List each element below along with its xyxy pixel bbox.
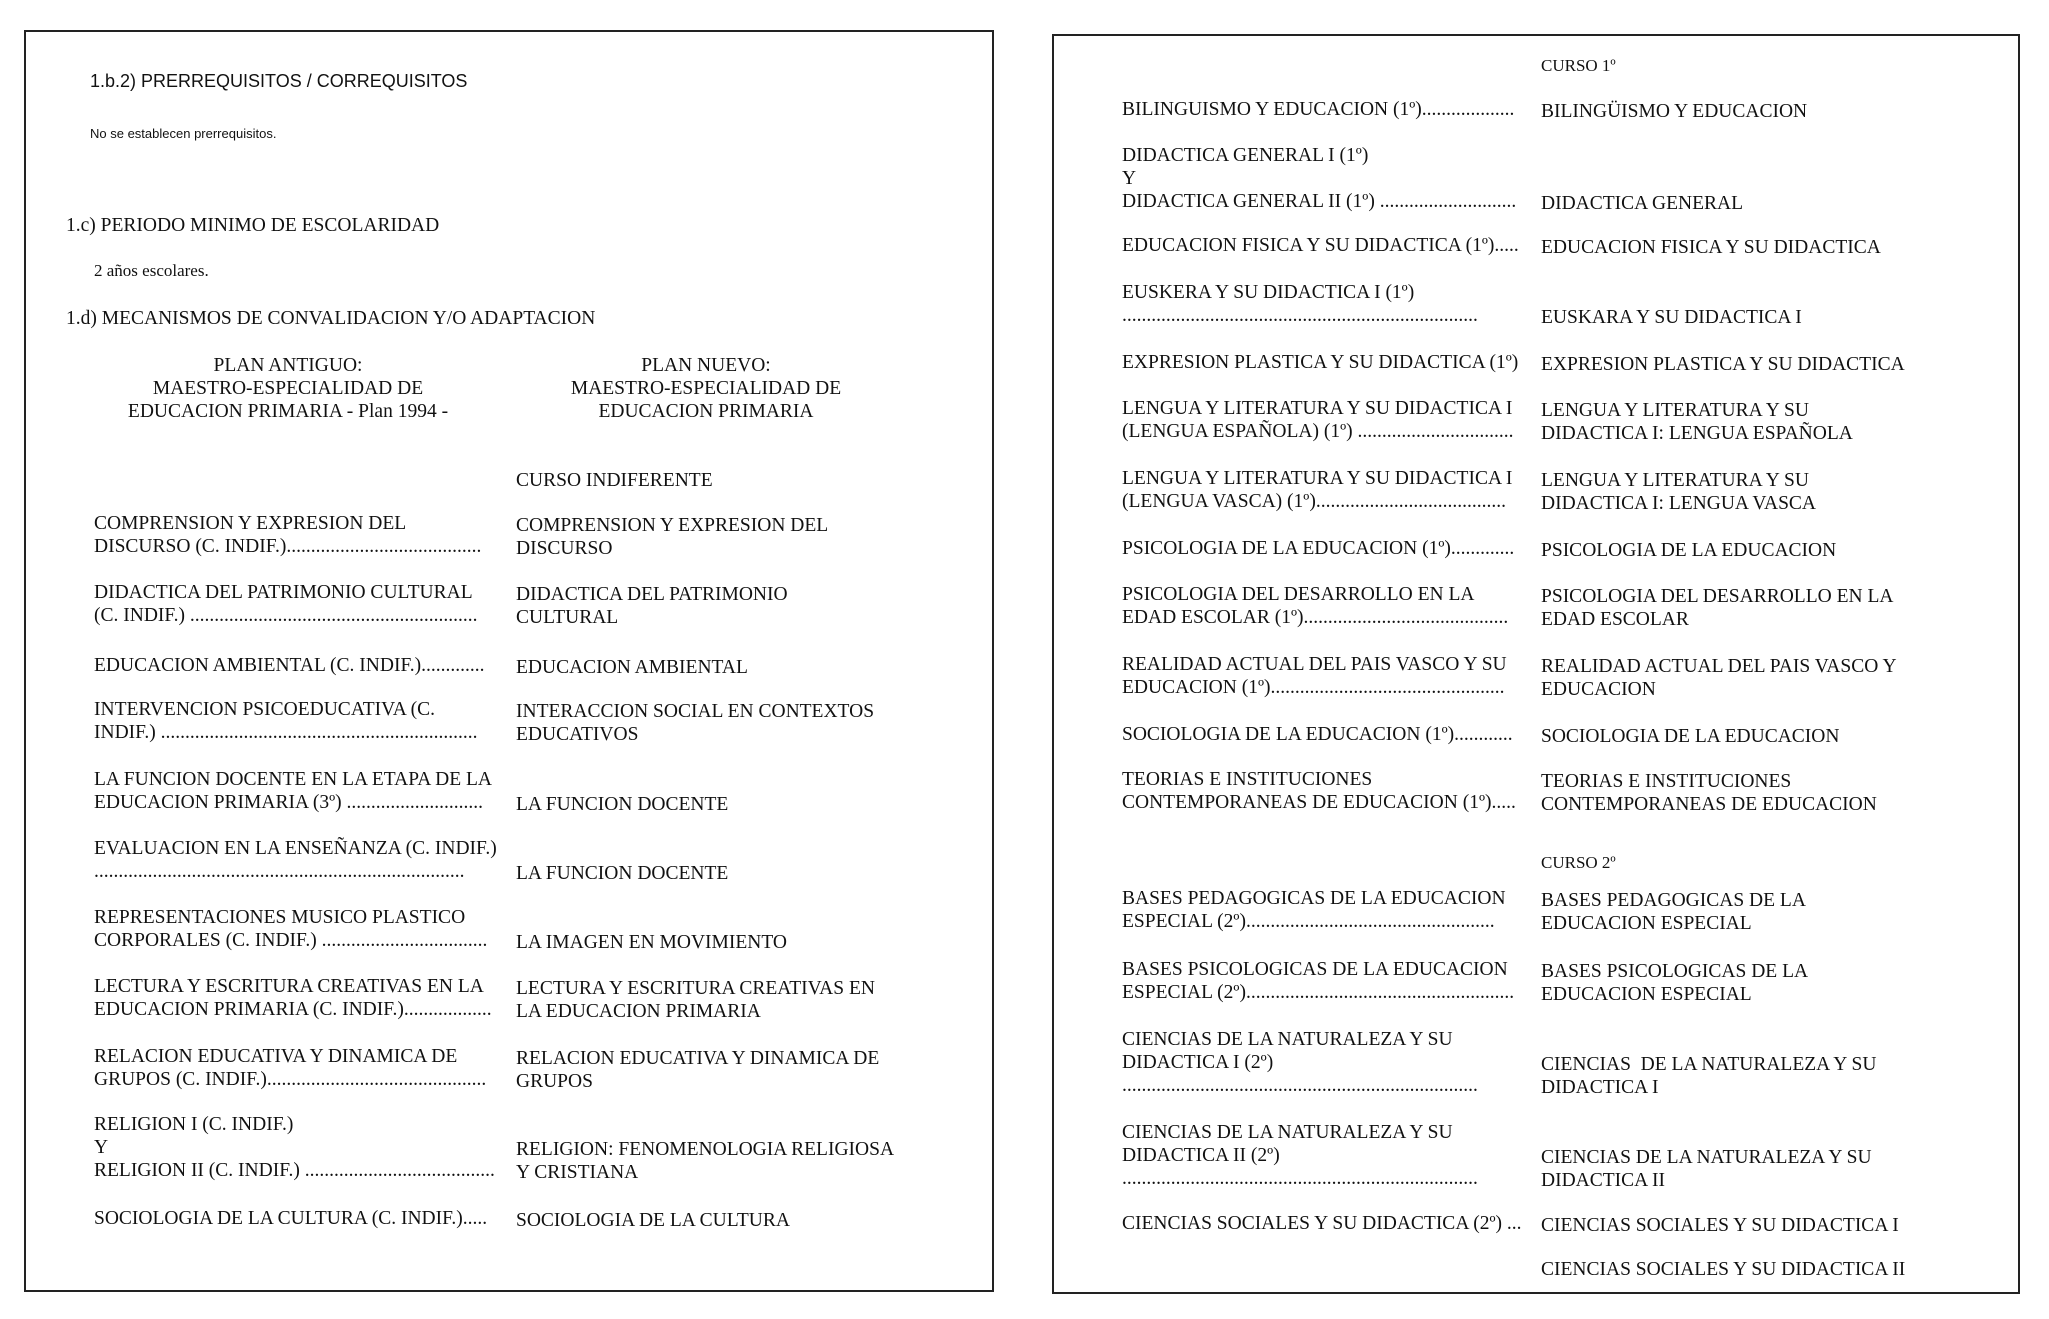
table-old-cell: CIENCIAS DE LA NATURALEZA Y SU DIDACTICA I (2º) ......................................................................... [1122,1029,1478,1096]
table-new-cell: DIDACTICA DEL PATRIMONIO CULTURAL [516,584,788,628]
table-old-cell: TEORIAS E INSTITUCIONES CONTEMPORANEAS DE EDUCACION (1º)..... [1122,769,1516,813]
table-new-cell: LA IMAGEN EN MOVIMIENTO [516,932,787,953]
table-old-cell: BASES PSICOLOGICAS DE LA EDUCACION ESPECIAL (2º)....................................................... [1122,959,1515,1003]
plan-antiguo-header: PLAN ANTIGUO: MAESTRO-ESPECIALIDAD DE EDUCACION PRIMARIA - Plan 1994 - [127,355,449,422]
table-old-cell: RELIGION I (C. INDIF.) Y RELIGION II (C. INDIF.) ....................................... [94,1114,495,1181]
table-new-cell: LA FUNCION DOCENTE [516,794,729,815]
table-old-cell: LA FUNCION DOCENTE EN LA ETAPA DE LA EDUCACION PRIMARIA (3º) ............................ [94,769,493,813]
table-new-cell: CIENCIAS SOCIALES Y SU DIDACTICA II [1541,1259,1906,1280]
table-new-cell: CIENCIAS DE LA NATURALEZA Y SU DIDACTICA II [1541,1147,1872,1191]
table-new-cell: CIENCIAS SOCIALES Y SU DIDACTICA I [1541,1215,1899,1236]
prereq-heading: 1.b.2) PRERREQUISITOS / CORREQUISITOS [90,71,468,91]
table-new-cell: BILINGÜISMO Y EDUCACION [1541,101,1808,122]
table-new-cell: SOCIOLOGIA DE LA EDUCACION [1541,726,1840,747]
table-new-cell: RELACION EDUCATIVA Y DINAMICA DE GRUPOS [516,1048,880,1092]
table-new-cell: EDUCACION FISICA Y SU DIDACTICA [1541,237,1881,258]
curso-indiferente-label: CURSO INDIFERENTE [516,470,713,491]
table-old-cell: COMPRENSION Y EXPRESION DEL DISCURSO (C. INDIF.)........................................ [94,513,482,557]
periodo-heading: 1.c) PERIODO MINIMO DE ESCOLARIDAD [66,215,440,236]
table-old-cell: SOCIOLOGIA DE LA EDUCACION (1º)............ [1122,724,1513,745]
table-old-cell: RELACION EDUCATIVA Y DINAMICA DE GRUPOS (C. INDIF.)............................................. [94,1046,487,1090]
table-new-cell: LECTURA Y ESCRITURA CREATIVAS EN LA EDUCACION PRIMARIA [516,978,875,1022]
table-old-cell: DIDACTICA DEL PATRIMONIO CULTURAL (C. INDIF.) ........................................................... [94,582,478,626]
table-new-cell: CIENCIAS DE LA NATURALEZA Y SU DIDACTICA I [1541,1054,1877,1098]
table-old-cell: REALIDAD ACTUAL DEL PAIS VASCO Y SU EDUCACION (1º)................................................ [1122,654,1507,698]
table-old-cell: REPRESENTACIONES MUSICO PLASTICO CORPORALES (C. INDIF.) .................................. [94,907,488,951]
table-new-cell: TEORIAS E INSTITUCIONES CONTEMPORANEAS DE EDUCACION [1541,771,1877,815]
curso1-label: CURSO 1º [1541,56,1616,75]
plan-nuevo-header: PLAN NUEVO: MAESTRO-ESPECIALIDAD DE EDUCACION PRIMARIA [570,355,842,422]
table-new-cell: EDUCACION AMBIENTAL [516,657,748,678]
periodo-text: 2 años escolares. [94,261,209,280]
table-new-cell: REALIDAD ACTUAL DEL PAIS VASCO Y EDUCACION [1541,656,1897,700]
table-old-cell: EUSKERA Y SU DIDACTICA I (1º) ......................................................................... [1122,282,1478,326]
table-old-cell: EDUCACION FISICA Y SU DIDACTICA (1º)..... [1122,235,1519,256]
curso2-label: CURSO 2º [1541,853,1616,872]
table-new-cell: RELIGION: FENOMENOLOGIA RELIGIOSA Y CRISTIANA [516,1139,895,1183]
table-old-cell: DIDACTICA GENERAL I (1º) Y DIDACTICA GENERAL II (1º) ............................ [1122,145,1517,212]
table-old-cell: LENGUA Y LITERATURA Y SU DIDACTICA I (LENGUA ESPAÑOLA) (1º) ................................ [1122,398,1514,442]
table-old-cell: BILINGUISMO Y EDUCACION (1º)................... [1122,99,1515,120]
table-old-cell: PSICOLOGIA DE LA EDUCACION (1º)............. [1122,538,1515,559]
prereq-text: No se establecen prerrequisitos. [90,126,277,141]
table-new-cell: LENGUA Y LITERATURA Y SU DIDACTICA I: LENGUA VASCA [1541,470,1817,514]
table-old-cell: CIENCIAS SOCIALES Y SU DIDACTICA (2º) ... [1122,1213,1522,1234]
table-old-cell: SOCIOLOGIA DE LA CULTURA (C. INDIF.)..... [94,1208,488,1229]
table-old-cell: INTERVENCION PSICOEDUCATIVA (C. INDIF.) ................................................................. [94,699,478,743]
table-new-cell: SOCIOLOGIA DE LA CULTURA [516,1210,790,1231]
table-new-cell: EXPRESION PLASTICA Y SU DIDACTICA [1541,354,1905,375]
table-old-cell: EXPRESION PLASTICA Y SU DIDACTICA (1º) [1122,352,1519,373]
table-old-cell: CIENCIAS DE LA NATURALEZA Y SU DIDACTICA II (2º) ......................................................................... [1122,1122,1478,1189]
table-new-cell: EUSKARA Y SU DIDACTICA I [1541,307,1802,328]
table-new-cell: DIDACTICA GENERAL [1541,193,1744,214]
table-new-cell: INTERACCION SOCIAL EN CONTEXTOS EDUCATIVOS [516,701,875,745]
table-old-cell: LECTURA Y ESCRITURA CREATIVAS EN LA EDUCACION PRIMARIA (C. INDIF.).................. [94,976,492,1020]
left-page [24,30,994,1292]
table-new-cell: BASES PEDAGOGICAS DE LA EDUCACION ESPECIAL [1541,890,1806,934]
table-new-cell: BASES PSICOLOGICAS DE LA EDUCACION ESPECIAL [1541,961,1809,1005]
table-old-cell: EDUCACION AMBIENTAL (C. INDIF.)............. [94,655,485,676]
table-old-cell: LENGUA Y LITERATURA Y SU DIDACTICA I (LENGUA VASCA) (1º)....................................... [1122,468,1513,512]
table-old-cell: BASES PEDAGOGICAS DE LA EDUCACION ESPECIAL (2º)................................................... [1122,888,1506,932]
table-new-cell: PSICOLOGIA DE LA EDUCACION [1541,540,1837,561]
table-new-cell: LENGUA Y LITERATURA Y SU DIDACTICA I: LENGUA ESPAÑOLA [1541,400,1853,444]
table-new-cell: LA FUNCION DOCENTE [516,863,729,884]
right-page [1052,34,2020,1294]
table-new-cell: PSICOLOGIA DEL DESARROLLO EN LA EDAD ESCOLAR [1541,586,1894,630]
mecanismos-heading: 1.d) MECANISMOS DE CONVALIDACION Y/O ADAPTACION [66,308,596,329]
table-new-cell: COMPRENSION Y EXPRESION DEL DISCURSO [516,515,829,559]
table-old-cell: EVALUACION EN LA ENSEÑANZA (C. INDIF.) ............................................................................ [94,838,497,882]
table-old-cell: PSICOLOGIA DEL DESARROLLO EN LA EDAD ESCOLAR (1º).......................................... [1122,584,1509,628]
